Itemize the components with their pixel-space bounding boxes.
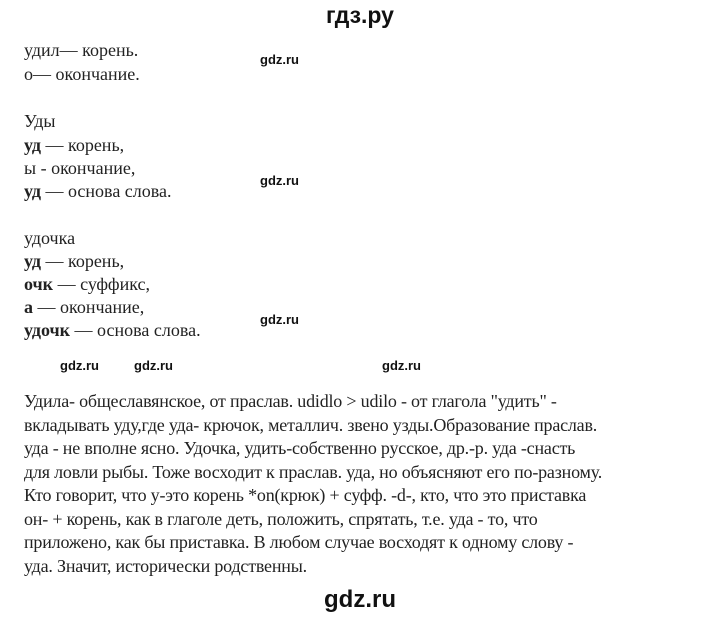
watermark: gdz.ru [134, 358, 173, 373]
morpheme-line: уд — корень, [24, 135, 125, 155]
morpheme-line: удочк — основа слова. [24, 320, 201, 340]
word-title: удочка [24, 228, 76, 248]
paragraph-line: Удила- общеславянское, от праслав. udidlo > udilo - от глагола "удить" - [24, 391, 557, 411]
text-line: о— окончание. [24, 64, 140, 84]
paragraph-line: для ловли рыбы. Тоже восходит к праслав. уда, но объясняют его по-разному. [24, 461, 603, 482]
watermark: gdz.ru [60, 358, 99, 373]
morpheme-line: уд — основа слова. [24, 181, 172, 201]
site-logo-bottom: gdz.ru [324, 586, 396, 613]
watermark: gdz.ru [260, 52, 299, 67]
paragraph-line: уда. Значит, исторически родственны. [24, 555, 307, 576]
morpheme-line: уд — корень, [24, 251, 125, 271]
watermark: gdz.ru [260, 173, 299, 188]
watermark: gdz.ru [382, 358, 421, 373]
morpheme-line: а — окончание, [24, 297, 145, 317]
paragraph-line: вкладывать уду,где уда- крючок, металлич. звено узды.Образование праслав. [24, 414, 598, 435]
word-title: Уды [24, 111, 56, 131]
site-logo-top: гдз.ру [326, 2, 394, 28]
morpheme-line: ы - окончание, [24, 158, 136, 178]
etymology-paragraph [24, 390, 714, 578]
paragraph-line: уда - не вполне ясно. Удочка, удить-собственно русское, др.-р. уда -снасть [24, 438, 576, 458]
paragraph-line: Кто говорит, что у-это корень *on(крюк) + суфф. -d-, кто, что это приставка [24, 485, 587, 505]
paragraph-line: он- + корень, как в глаголе деть, положить, спрятать, т.е. уда - то, что [24, 508, 538, 529]
text-line: удил— корень. [24, 40, 139, 60]
watermark: gdz.ru [260, 312, 299, 327]
paragraph-line: приложено, как бы приставка. В любом случае восходят к одному слову - [24, 532, 574, 552]
morpheme-line: очк — суффикс, [24, 274, 151, 294]
